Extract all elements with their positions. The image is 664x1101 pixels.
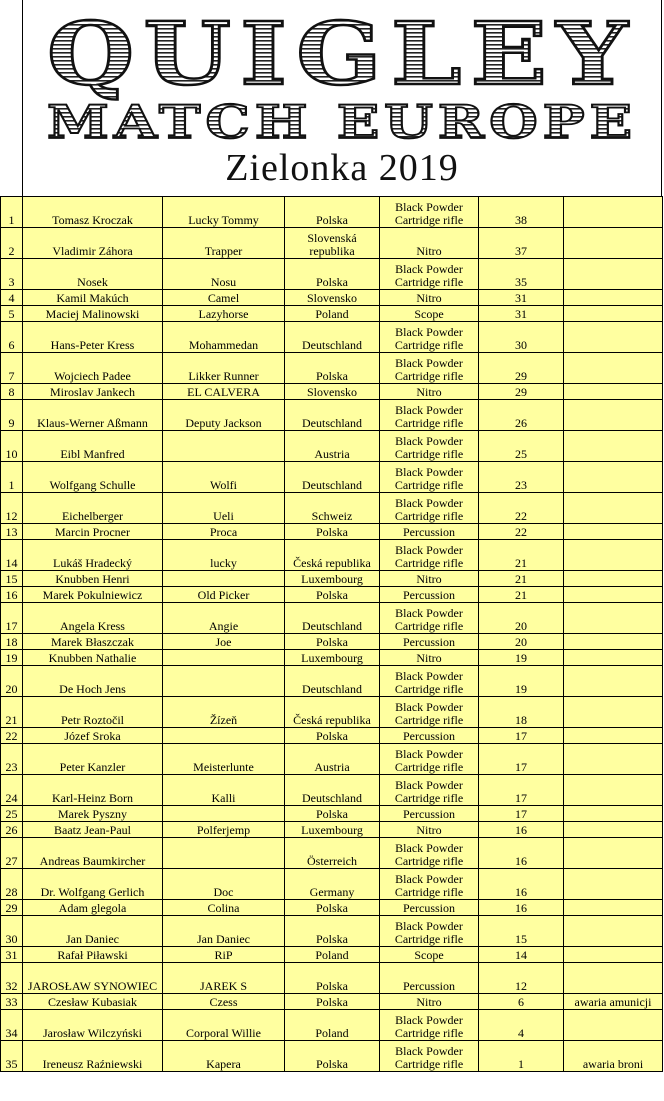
score-cell: 20 xyxy=(479,603,564,634)
table-row xyxy=(1,400,663,431)
nation-cell: Polska xyxy=(285,994,380,1010)
alias-cell: Old Picker xyxy=(163,587,285,603)
rank-cell: 3 xyxy=(1,259,23,290)
nation-cell: Polska xyxy=(285,900,380,916)
shooter-name-cell: Kamil Makúch xyxy=(23,290,163,306)
nation-cell: Poland xyxy=(285,306,380,322)
category-cell: Black Powder Cartridge rifle xyxy=(380,775,479,806)
svg-text:MATCH EUROPE: MATCH EUROPE xyxy=(47,95,637,149)
rank-cell: 14 xyxy=(1,540,23,571)
shooter-name-cell: Jan Daniec xyxy=(23,916,163,947)
score-cell: 18 xyxy=(479,697,564,728)
category-cell: Black Powder Cartridge rifle xyxy=(380,1010,479,1041)
alias-cell xyxy=(163,838,285,869)
table-row xyxy=(1,838,663,869)
alias-cell: Nosu xyxy=(163,259,285,290)
nation-cell: Luxembourg xyxy=(285,571,380,587)
note-cell xyxy=(564,493,663,524)
note-cell xyxy=(564,603,663,634)
note-cell xyxy=(564,869,663,900)
score-cell: 1 xyxy=(479,1041,564,1072)
alias-cell: Deputy Jackson xyxy=(163,400,285,431)
score-cell: 19 xyxy=(479,650,564,666)
rank-cell: 1 xyxy=(1,462,23,493)
nation-cell: Polska xyxy=(285,916,380,947)
shooter-name-cell: Ireneusz Raźniewski xyxy=(23,1041,163,1072)
alias-cell xyxy=(163,728,285,744)
table-row xyxy=(1,603,663,634)
rank-cell: 30 xyxy=(1,916,23,947)
shooter-name-cell: De Hoch Jens xyxy=(23,666,163,697)
nation-cell: Polska xyxy=(285,353,380,384)
shooter-name-cell: Miroslav Jankech xyxy=(23,384,163,400)
score-cell: 31 xyxy=(479,290,564,306)
rank-cell: 26 xyxy=(1,822,23,838)
note-cell xyxy=(564,353,663,384)
category-cell: Black Powder Cartridge rifle xyxy=(380,838,479,869)
alias-cell xyxy=(163,666,285,697)
rank-cell: 5 xyxy=(1,306,23,322)
category-cell: Black Powder Cartridge rifle xyxy=(380,353,479,384)
shooter-name-cell: Knubben Nathalie xyxy=(23,650,163,666)
table-row xyxy=(1,228,663,259)
note-cell xyxy=(564,775,663,806)
category-cell: Black Powder Cartridge rifle xyxy=(380,462,479,493)
shooter-name-cell: Lukáš Hradecký xyxy=(23,540,163,571)
rank-cell: 28 xyxy=(1,869,23,900)
score-cell: 22 xyxy=(479,524,564,540)
table-row xyxy=(1,431,663,462)
nation-cell: Česká republika xyxy=(285,697,380,728)
score-cell: 19 xyxy=(479,666,564,697)
rank-cell: 29 xyxy=(1,900,23,916)
note-cell xyxy=(564,697,663,728)
table-row xyxy=(1,306,663,322)
category-cell: Percussion xyxy=(380,587,479,603)
alias-cell: Angie xyxy=(163,603,285,634)
score-cell: 17 xyxy=(479,744,564,775)
shooter-name-cell: Wojciech Padee xyxy=(23,353,163,384)
alias-cell: Wolfi xyxy=(163,462,285,493)
score-cell: 14 xyxy=(479,947,564,963)
nation-cell: Slovensko xyxy=(285,290,380,306)
score-cell: 17 xyxy=(479,728,564,744)
score-cell: 23 xyxy=(479,462,564,493)
nation-cell: Deutschland xyxy=(285,603,380,634)
alias-cell: Corporal Willie xyxy=(163,1010,285,1041)
category-cell: Nitro xyxy=(380,228,479,259)
shooter-name-cell: Tomasz Kroczak xyxy=(23,197,163,228)
shooter-name-cell: Jarosław Wilczyński xyxy=(23,1010,163,1041)
score-cell: 35 xyxy=(479,259,564,290)
score-cell: 15 xyxy=(479,916,564,947)
nation-cell: Österreich xyxy=(285,838,380,869)
nation-cell: Poland xyxy=(285,947,380,963)
table-row xyxy=(1,947,663,963)
note-cell xyxy=(564,384,663,400)
table-row xyxy=(1,775,663,806)
category-cell: Nitro xyxy=(380,571,479,587)
table-row xyxy=(1,322,663,353)
alias-cell: Czess xyxy=(163,994,285,1010)
nation-cell: Luxembourg xyxy=(285,650,380,666)
shooter-name-cell: Marcin Procner xyxy=(23,524,163,540)
rank-cell: 15 xyxy=(1,571,23,587)
table-row xyxy=(1,587,663,603)
alias-cell: Mohammedan xyxy=(163,322,285,353)
category-cell: Nitro xyxy=(380,822,479,838)
shooter-name-cell: Klaus-Werner Aßmann xyxy=(23,400,163,431)
category-cell: Percussion xyxy=(380,634,479,650)
category-cell: Percussion xyxy=(380,524,479,540)
table-row xyxy=(1,728,663,744)
shooter-name-cell: Vladimir Záhora xyxy=(23,228,163,259)
score-cell: 29 xyxy=(479,353,564,384)
nation-cell: Deutschland xyxy=(285,775,380,806)
score-cell: 16 xyxy=(479,900,564,916)
shooter-name-cell: Dr. Wolfgang Gerlich xyxy=(23,869,163,900)
nation-cell: Polska xyxy=(285,963,380,994)
shooter-name-cell: Eibl Manfred xyxy=(23,431,163,462)
table-row xyxy=(1,634,663,650)
shooter-name-cell: Marek Pyszny xyxy=(23,806,163,822)
rank-cell: 8 xyxy=(1,384,23,400)
note-cell xyxy=(564,306,663,322)
table-row xyxy=(1,806,663,822)
rank-cell: 1 xyxy=(1,197,23,228)
score-cell: 21 xyxy=(479,587,564,603)
alias-cell: Trapper xyxy=(163,228,285,259)
alias-cell xyxy=(163,806,285,822)
note-cell xyxy=(564,228,663,259)
alias-cell: Jan Daniec xyxy=(163,916,285,947)
shooter-name-cell: Hans-Peter Kress xyxy=(23,322,163,353)
nation-cell: Deutschland xyxy=(285,400,380,431)
shooter-name-cell: Andreas Baumkircher xyxy=(23,838,163,869)
table-row xyxy=(1,822,663,838)
rank-cell: 34 xyxy=(1,1010,23,1041)
note-cell xyxy=(564,571,663,587)
event-header xyxy=(22,0,662,196)
category-cell: Nitro xyxy=(380,384,479,400)
score-cell: 12 xyxy=(479,963,564,994)
table-row xyxy=(1,900,663,916)
table-row xyxy=(1,650,663,666)
rank-cell: 31 xyxy=(1,947,23,963)
category-cell: Black Powder Cartridge rifle xyxy=(380,431,479,462)
alias-cell: Kapera xyxy=(163,1041,285,1072)
logo-line2 xyxy=(47,95,637,149)
nation-cell: Austria xyxy=(285,431,380,462)
score-cell: 17 xyxy=(479,775,564,806)
rank-cell: 10 xyxy=(1,431,23,462)
category-cell: Percussion xyxy=(380,806,479,822)
note-cell xyxy=(564,900,663,916)
rank-cell: 35 xyxy=(1,1041,23,1072)
score-cell: 31 xyxy=(479,306,564,322)
table-row xyxy=(1,384,663,400)
table-row xyxy=(1,744,663,775)
nation-cell: Polska xyxy=(285,634,380,650)
note-cell xyxy=(564,431,663,462)
shooter-name-cell: Angela Kress xyxy=(23,603,163,634)
rank-cell: 21 xyxy=(1,697,23,728)
nation-cell: Polska xyxy=(285,587,380,603)
table-row xyxy=(1,290,663,306)
shooter-name-cell: Marek Pokulniewicz xyxy=(23,587,163,603)
score-cell: 38 xyxy=(479,197,564,228)
alias-cell: Polferjemp xyxy=(163,822,285,838)
rank-cell: 23 xyxy=(1,744,23,775)
alias-cell: Lucky Tommy xyxy=(163,197,285,228)
rank-cell: 6 xyxy=(1,322,23,353)
note-cell xyxy=(564,197,663,228)
note-cell xyxy=(564,963,663,994)
table-row xyxy=(1,259,663,290)
category-cell: Black Powder Cartridge rifle xyxy=(380,697,479,728)
nation-cell: Schweiz xyxy=(285,493,380,524)
nation-cell: Germany xyxy=(285,869,380,900)
note-cell xyxy=(564,822,663,838)
note-cell xyxy=(564,587,663,603)
shooter-name-cell: Eichelberger xyxy=(23,493,163,524)
table-row xyxy=(1,462,663,493)
shooter-name-cell: Petr Roztočil xyxy=(23,697,163,728)
nation-cell: Polska xyxy=(285,259,380,290)
event-subtitle: Zielonka 2019 xyxy=(225,147,459,189)
rank-cell: 18 xyxy=(1,634,23,650)
category-cell: Nitro xyxy=(380,994,479,1010)
nation-cell: Polska xyxy=(285,524,380,540)
score-cell: 21 xyxy=(479,571,564,587)
nation-cell: Polska xyxy=(285,806,380,822)
shooter-name-cell: Nosek xyxy=(23,259,163,290)
shooter-name-cell: Knubben Henri xyxy=(23,571,163,587)
table-row xyxy=(1,1010,663,1041)
nation-cell: Slovensko xyxy=(285,384,380,400)
score-cell: 16 xyxy=(479,869,564,900)
table-row xyxy=(1,963,663,994)
note-cell xyxy=(564,290,663,306)
category-cell: Nitro xyxy=(380,650,479,666)
table-row xyxy=(1,197,663,228)
category-cell: Black Powder Cartridge rifle xyxy=(380,197,479,228)
score-cell: 30 xyxy=(479,322,564,353)
note-cell xyxy=(564,634,663,650)
rank-cell: 33 xyxy=(1,994,23,1010)
shooter-name-cell: Rafał Piławski xyxy=(23,947,163,963)
alias-cell xyxy=(163,571,285,587)
nation-cell: Česká republika xyxy=(285,540,380,571)
rank-cell: 12 xyxy=(1,493,23,524)
rank-cell: 2 xyxy=(1,228,23,259)
category-cell: Scope xyxy=(380,306,479,322)
rank-cell: 24 xyxy=(1,775,23,806)
note-cell: awaria amunicji xyxy=(564,994,663,1010)
alias-cell xyxy=(163,650,285,666)
category-cell: Black Powder Cartridge rifle xyxy=(380,666,479,697)
note-cell xyxy=(564,806,663,822)
nation-cell: Polska xyxy=(285,1041,380,1072)
note-cell: awaria broni xyxy=(564,1041,663,1072)
rank-cell: 19 xyxy=(1,650,23,666)
nation-cell: Deutschland xyxy=(285,462,380,493)
category-cell: Nitro xyxy=(380,290,479,306)
table-row xyxy=(1,540,663,571)
shooter-name-cell: Karl-Heinz Born xyxy=(23,775,163,806)
shooter-name-cell: Wolfgang Schulle xyxy=(23,462,163,493)
table-row xyxy=(1,869,663,900)
table-row xyxy=(1,571,663,587)
svg-text:QUIGLEY: QUIGLEY xyxy=(47,4,637,105)
score-cell: 17 xyxy=(479,806,564,822)
rank-cell: 17 xyxy=(1,603,23,634)
rank-cell: 9 xyxy=(1,400,23,431)
table-row xyxy=(1,697,663,728)
alias-cell: Likker Runner xyxy=(163,353,285,384)
rank-cell: 16 xyxy=(1,587,23,603)
score-cell: 22 xyxy=(479,493,564,524)
alias-cell: Kalli xyxy=(163,775,285,806)
table-row xyxy=(1,493,663,524)
nation-cell: Deutschland xyxy=(285,666,380,697)
category-cell: Black Powder Cartridge rifle xyxy=(380,603,479,634)
shooter-name-cell: Peter Kanzler xyxy=(23,744,163,775)
score-cell: 26 xyxy=(479,400,564,431)
score-cell: 16 xyxy=(479,822,564,838)
category-cell: Percussion xyxy=(380,728,479,744)
table-row xyxy=(1,994,663,1010)
note-cell xyxy=(564,744,663,775)
table-row xyxy=(1,666,663,697)
note-cell xyxy=(564,540,663,571)
note-cell xyxy=(564,728,663,744)
category-cell: Black Powder Cartridge rifle xyxy=(380,744,479,775)
note-cell xyxy=(564,666,663,697)
alias-cell: RiP xyxy=(163,947,285,963)
nation-cell: Luxembourg xyxy=(285,822,380,838)
score-cell: 29 xyxy=(479,384,564,400)
nation-cell: Polska xyxy=(285,197,380,228)
alias-cell: Lazyhorse xyxy=(163,306,285,322)
category-cell: Percussion xyxy=(380,963,479,994)
results-table xyxy=(0,196,663,1072)
table-row xyxy=(1,916,663,947)
logo-line1 xyxy=(47,4,637,105)
category-cell: Black Powder Cartridge rifle xyxy=(380,916,479,947)
alias-cell: Colina xyxy=(163,900,285,916)
nation-cell: Poland xyxy=(285,1010,380,1041)
table-row xyxy=(1,353,663,384)
note-cell xyxy=(564,838,663,869)
rank-cell: 7 xyxy=(1,353,23,384)
alias-cell: Meisterlunte xyxy=(163,744,285,775)
category-cell: Black Powder Cartridge rifle xyxy=(380,493,479,524)
alias-cell: Camel xyxy=(163,290,285,306)
note-cell xyxy=(564,259,663,290)
score-cell: 4 xyxy=(479,1010,564,1041)
alias-cell: Joe xyxy=(163,634,285,650)
alias-cell: lucky xyxy=(163,540,285,571)
score-cell: 21 xyxy=(479,540,564,571)
rank-cell: 4 xyxy=(1,290,23,306)
category-cell: Percussion xyxy=(380,900,479,916)
rank-cell: 32 xyxy=(1,963,23,994)
shooter-name-cell: JAROSŁAW SYNOWIEC xyxy=(23,963,163,994)
rank-cell: 20 xyxy=(1,666,23,697)
score-cell: 20 xyxy=(479,634,564,650)
alias-cell: Žízeň xyxy=(163,697,285,728)
alias-cell: Proca xyxy=(163,524,285,540)
shooter-name-cell: Baatz Jean-Paul xyxy=(23,822,163,838)
rank-cell: 27 xyxy=(1,838,23,869)
alias-cell: Ueli xyxy=(163,493,285,524)
shooter-name-cell: Maciej Malinowski xyxy=(23,306,163,322)
rank-cell: 13 xyxy=(1,524,23,540)
quigley-logo xyxy=(23,0,661,150)
note-cell xyxy=(564,462,663,493)
category-cell: Black Powder Cartridge rifle xyxy=(380,322,479,353)
note-cell xyxy=(564,1010,663,1041)
note-cell xyxy=(564,322,663,353)
alias-cell: JAREK S xyxy=(163,963,285,994)
category-cell: Black Powder Cartridge rifle xyxy=(380,1041,479,1072)
score-cell: 37 xyxy=(479,228,564,259)
nation-cell: Deutschland xyxy=(285,322,380,353)
note-cell xyxy=(564,650,663,666)
alias-cell xyxy=(163,431,285,462)
alias-cell: EL CALVERA xyxy=(163,384,285,400)
category-cell: Scope xyxy=(380,947,479,963)
shooter-name-cell: Czesław Kubasiak xyxy=(23,994,163,1010)
score-cell: 25 xyxy=(479,431,564,462)
table-row xyxy=(1,1041,663,1072)
note-cell xyxy=(564,916,663,947)
nation-cell: Austria xyxy=(285,744,380,775)
rank-cell: 25 xyxy=(1,806,23,822)
nation-cell: Slovenská republika xyxy=(285,228,380,259)
shooter-name-cell: Józef Sroka xyxy=(23,728,163,744)
category-cell: Black Powder Cartridge rifle xyxy=(380,400,479,431)
note-cell xyxy=(564,400,663,431)
score-cell: 16 xyxy=(479,838,564,869)
note-cell xyxy=(564,524,663,540)
table-row xyxy=(1,524,663,540)
category-cell: Black Powder Cartridge rifle xyxy=(380,540,479,571)
category-cell: Black Powder Cartridge rifle xyxy=(380,869,479,900)
shooter-name-cell: Adam glegola xyxy=(23,900,163,916)
category-cell: Black Powder Cartridge rifle xyxy=(380,259,479,290)
note-cell xyxy=(564,947,663,963)
nation-cell: Polska xyxy=(285,728,380,744)
shooter-name-cell: Marek Błaszczak xyxy=(23,634,163,650)
score-cell: 6 xyxy=(479,994,564,1010)
alias-cell: Doc xyxy=(163,869,285,900)
rank-cell: 22 xyxy=(1,728,23,744)
